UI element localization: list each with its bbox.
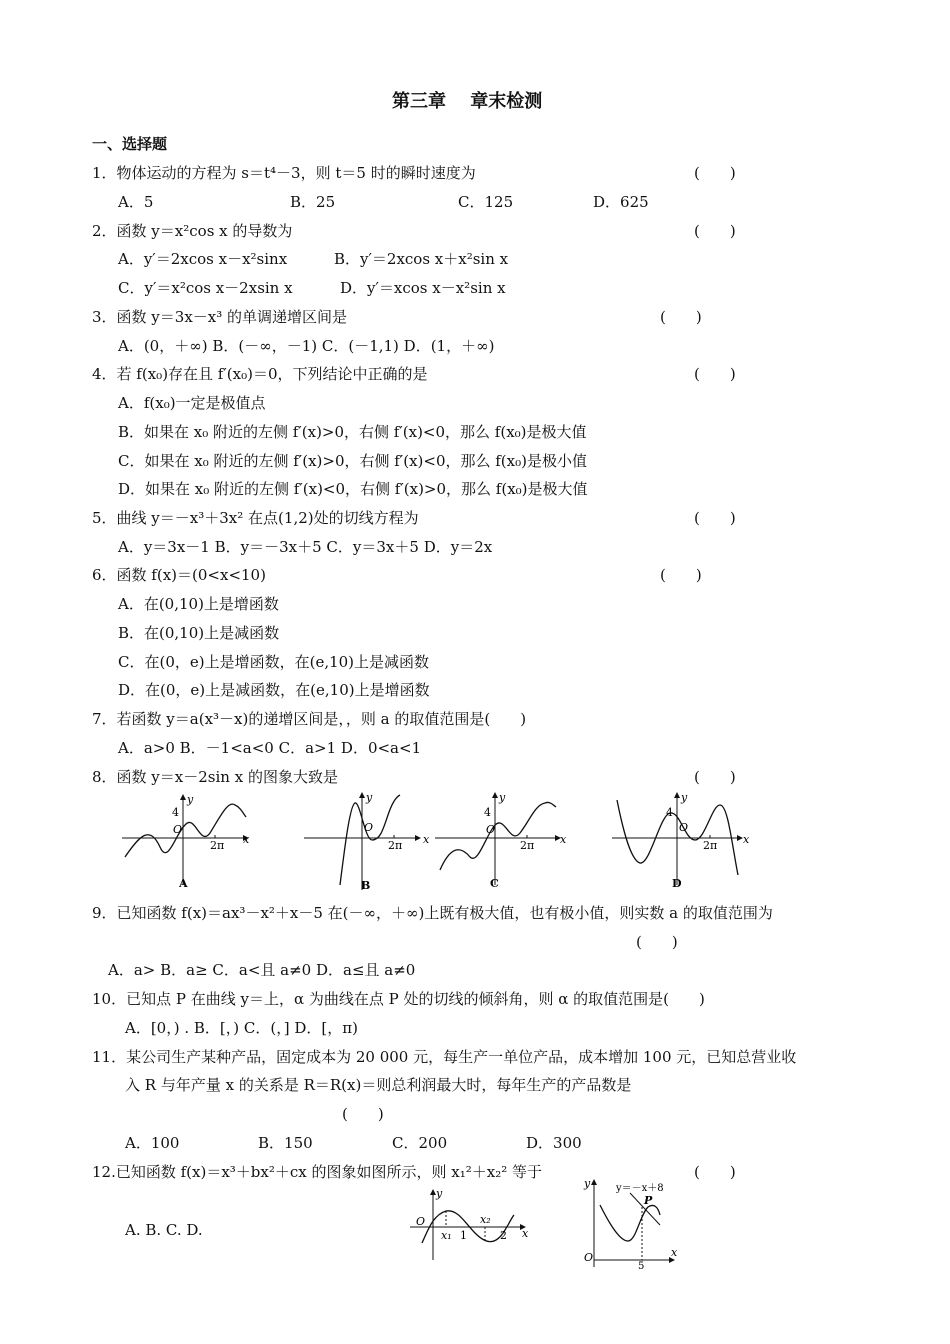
q11-option-a: A．100	[125, 1134, 180, 1152]
q8-d-twopi: 2π	[703, 839, 718, 852]
q3-options: A．(0，＋∞) B．(－∞，－1) C．(－1,1) D．(1，＋∞)	[118, 337, 495, 355]
q8-c-twopi: 2π	[520, 839, 535, 852]
q12-g1-o: O	[416, 1215, 426, 1228]
q1-option-b: B．25	[290, 193, 336, 211]
q11-answer-paren: ( )	[342, 1105, 384, 1123]
q12-g2-x: x	[671, 1246, 678, 1259]
q3-answer-paren: ( )	[660, 308, 702, 326]
q6-option-d: D．在(0，e)上是减函数，在(e,10)上是增函数	[118, 681, 430, 699]
q5-options: A．y＝3x－1 B．y＝－3x＋5 C．y＝3x＋5 D．y＝2x	[118, 538, 493, 556]
q12-answer-paren: ( )	[694, 1163, 736, 1181]
q12-tangent-graph	[572, 1175, 682, 1270]
q12-g1-x1: x₁	[441, 1229, 452, 1242]
q9-answer-paren: ( )	[636, 933, 678, 951]
q4-option-b: B．如果在 x₀ 附近的左侧 f′(x)>0，右侧 f′(x)<0，那么 f(x₀)是极大值	[118, 423, 587, 441]
q12-g2-y: y	[584, 1177, 591, 1190]
section-heading: 一、选择题	[92, 135, 168, 153]
q1-option-a: A．5	[118, 193, 154, 211]
q8-d-label: D	[672, 877, 682, 890]
q8-d-four: 4	[666, 806, 673, 819]
q2-answer-paren: ( )	[694, 222, 736, 240]
q7-stem: 7．若函数 y＝a(x³－x)的递增区间是，，则 a 的取值范围是( )	[92, 710, 527, 728]
q8-b-twopi: 2π	[388, 839, 403, 852]
q11-option-b: B．150	[258, 1134, 313, 1152]
q12-g1-one: 1	[460, 1229, 467, 1242]
q1-answer-paren: ( )	[694, 164, 736, 182]
q8-c-four: 4	[484, 806, 491, 819]
q4-option-c: C．如果在 x₀ 附近的左侧 f′(x)>0，右侧 f′(x)<0，那么 f(x₀)是极小值	[118, 452, 587, 470]
q6-stem: 6．函数 f(x)＝(0<x<10)	[92, 566, 266, 584]
q8-c-y: y	[499, 791, 506, 804]
q8-b-label: B	[361, 879, 371, 892]
q8-graph-b	[304, 791, 430, 892]
q2-option-b: B．y′＝2xcos x＋x²sin x	[334, 250, 509, 268]
q9-stem: 9．已知函数 f(x)＝ax³－x²＋x－5 在(－∞，＋∞)上既有极大值，也有极小值，则实数 a 的取值范围为	[92, 904, 773, 922]
q12-stem: 12.已知函数 f(x)＝x³＋bx²＋cx 的图象如图所示，则 x₁²＋x₂² 等于	[92, 1163, 543, 1181]
q5-answer-paren: ( )	[694, 509, 736, 527]
q2-option-d: D．y′＝xcos x－x²sin x	[340, 279, 506, 297]
q8-a-x: x	[243, 833, 250, 846]
q11-stem-line2: 入 R 与年产量 x 的关系是 R＝R(x)＝则总利润最大时，每年生产的产品数是	[125, 1076, 632, 1094]
q1-stem: 1．物体运动的方程为 s＝t⁴－3，则 t＝5 时的瞬时速度为	[92, 164, 476, 182]
q12-cubic-graph	[400, 1185, 540, 1265]
q4-answer-paren: ( )	[694, 365, 736, 383]
q12-g2-p: P	[644, 1194, 653, 1207]
q8-answer-paren: ( )	[694, 768, 736, 786]
q12-g1-two: 2	[500, 1229, 507, 1242]
q1-option-d: D．625	[593, 193, 649, 211]
q8-graph-a	[122, 793, 250, 890]
q8-c-label: C	[490, 877, 499, 890]
q8-a-four: 4	[172, 806, 179, 819]
q8-graph-c	[435, 791, 567, 890]
q4-option-a: A．f(x₀)一定是极值点	[118, 394, 266, 412]
q11-stem-line1: 11．某公司生产某种产品，固定成本为 20 000 元，每生产一单位产品，成本增加 100 元，已知总营业收	[92, 1048, 797, 1066]
page-title: 第三章 章末检测	[392, 91, 543, 112]
q8-a-label: A	[179, 877, 188, 890]
q8-graph-d	[612, 791, 750, 890]
q12-g1-y: y	[436, 1187, 443, 1200]
q4-stem: 4．若 f(x₀)存在且 f′(x₀)＝0，下列结论中正确的是	[92, 365, 428, 383]
q8-b-o: O	[364, 821, 374, 834]
q8-a-o: O	[173, 823, 183, 836]
q7-options: A．a>0 B．－1<a<0 C．a>1 D．0<a<1	[118, 739, 422, 757]
q8-a-y: y	[187, 793, 194, 806]
q6-option-a: A．在(0,10)上是增函数	[118, 595, 279, 613]
q11-option-c: C．200	[392, 1134, 448, 1152]
q12-options: A. B. C. D.	[125, 1221, 203, 1239]
q12-g2-o: O	[584, 1251, 594, 1264]
q12-g1-x: x	[522, 1227, 529, 1240]
q9-options: A．a> B．a≥ C．a<且 a≠0 D．a≤且 a≠0	[108, 961, 416, 979]
q8-c-x: x	[560, 833, 567, 846]
q6-answer-paren: ( )	[660, 566, 702, 584]
q6-option-c: C．在(0，e)上是增函数，在(e,10)上是减函数	[118, 653, 430, 671]
q8-d-y: y	[681, 791, 688, 804]
q6-option-b: B．在(0,10)上是减函数	[118, 624, 280, 642]
q1-option-c: C．125	[458, 193, 514, 211]
q2-stem: 2．函数 y＝x²cos x 的导数为	[92, 222, 293, 240]
q8-b-x: x	[423, 833, 430, 846]
q10-stem: 10．已知点 P 在曲线 y＝上，α 为曲线在点 P 处的切线的倾斜角，则 α 的取值范围是( )	[92, 990, 705, 1008]
q4-option-d: D．如果在 x₀ 附近的左侧 f′(x)<0，右侧 f′(x)>0，那么 f(x₀)是极大值	[118, 480, 588, 498]
q10-options: A．[0，) . B．[，) C．(，] D．[，π)	[125, 1019, 358, 1037]
q8-d-o: O	[679, 821, 689, 834]
q2-option-c: C．y′＝x²cos x－2xsin x	[118, 279, 293, 297]
q5-stem: 5．曲线 y＝－x³＋3x² 在点(1,2)处的切线方程为	[92, 509, 419, 527]
q12-g2-line-label: y＝－x＋8	[616, 1183, 664, 1194]
q8-graph-options	[0, 785, 950, 895]
q8-d-x: x	[743, 833, 750, 846]
q11-option-d: D．300	[526, 1134, 582, 1152]
q8-b-y: y	[366, 791, 373, 804]
q3-stem: 3．函数 y＝3x－x³ 的单调递增区间是	[92, 308, 348, 326]
q2-option-a: A．y′＝2xcos x－x²sinx	[118, 250, 288, 268]
q8-stem: 8．函数 y＝x－2sin x 的图象大致是	[92, 768, 338, 786]
q8-a-twopi: 2π	[210, 839, 225, 852]
q12-g1-x2: x₂	[480, 1213, 491, 1226]
q8-c-o: O	[486, 823, 496, 836]
q12-g2-five: 5	[638, 1261, 645, 1270]
